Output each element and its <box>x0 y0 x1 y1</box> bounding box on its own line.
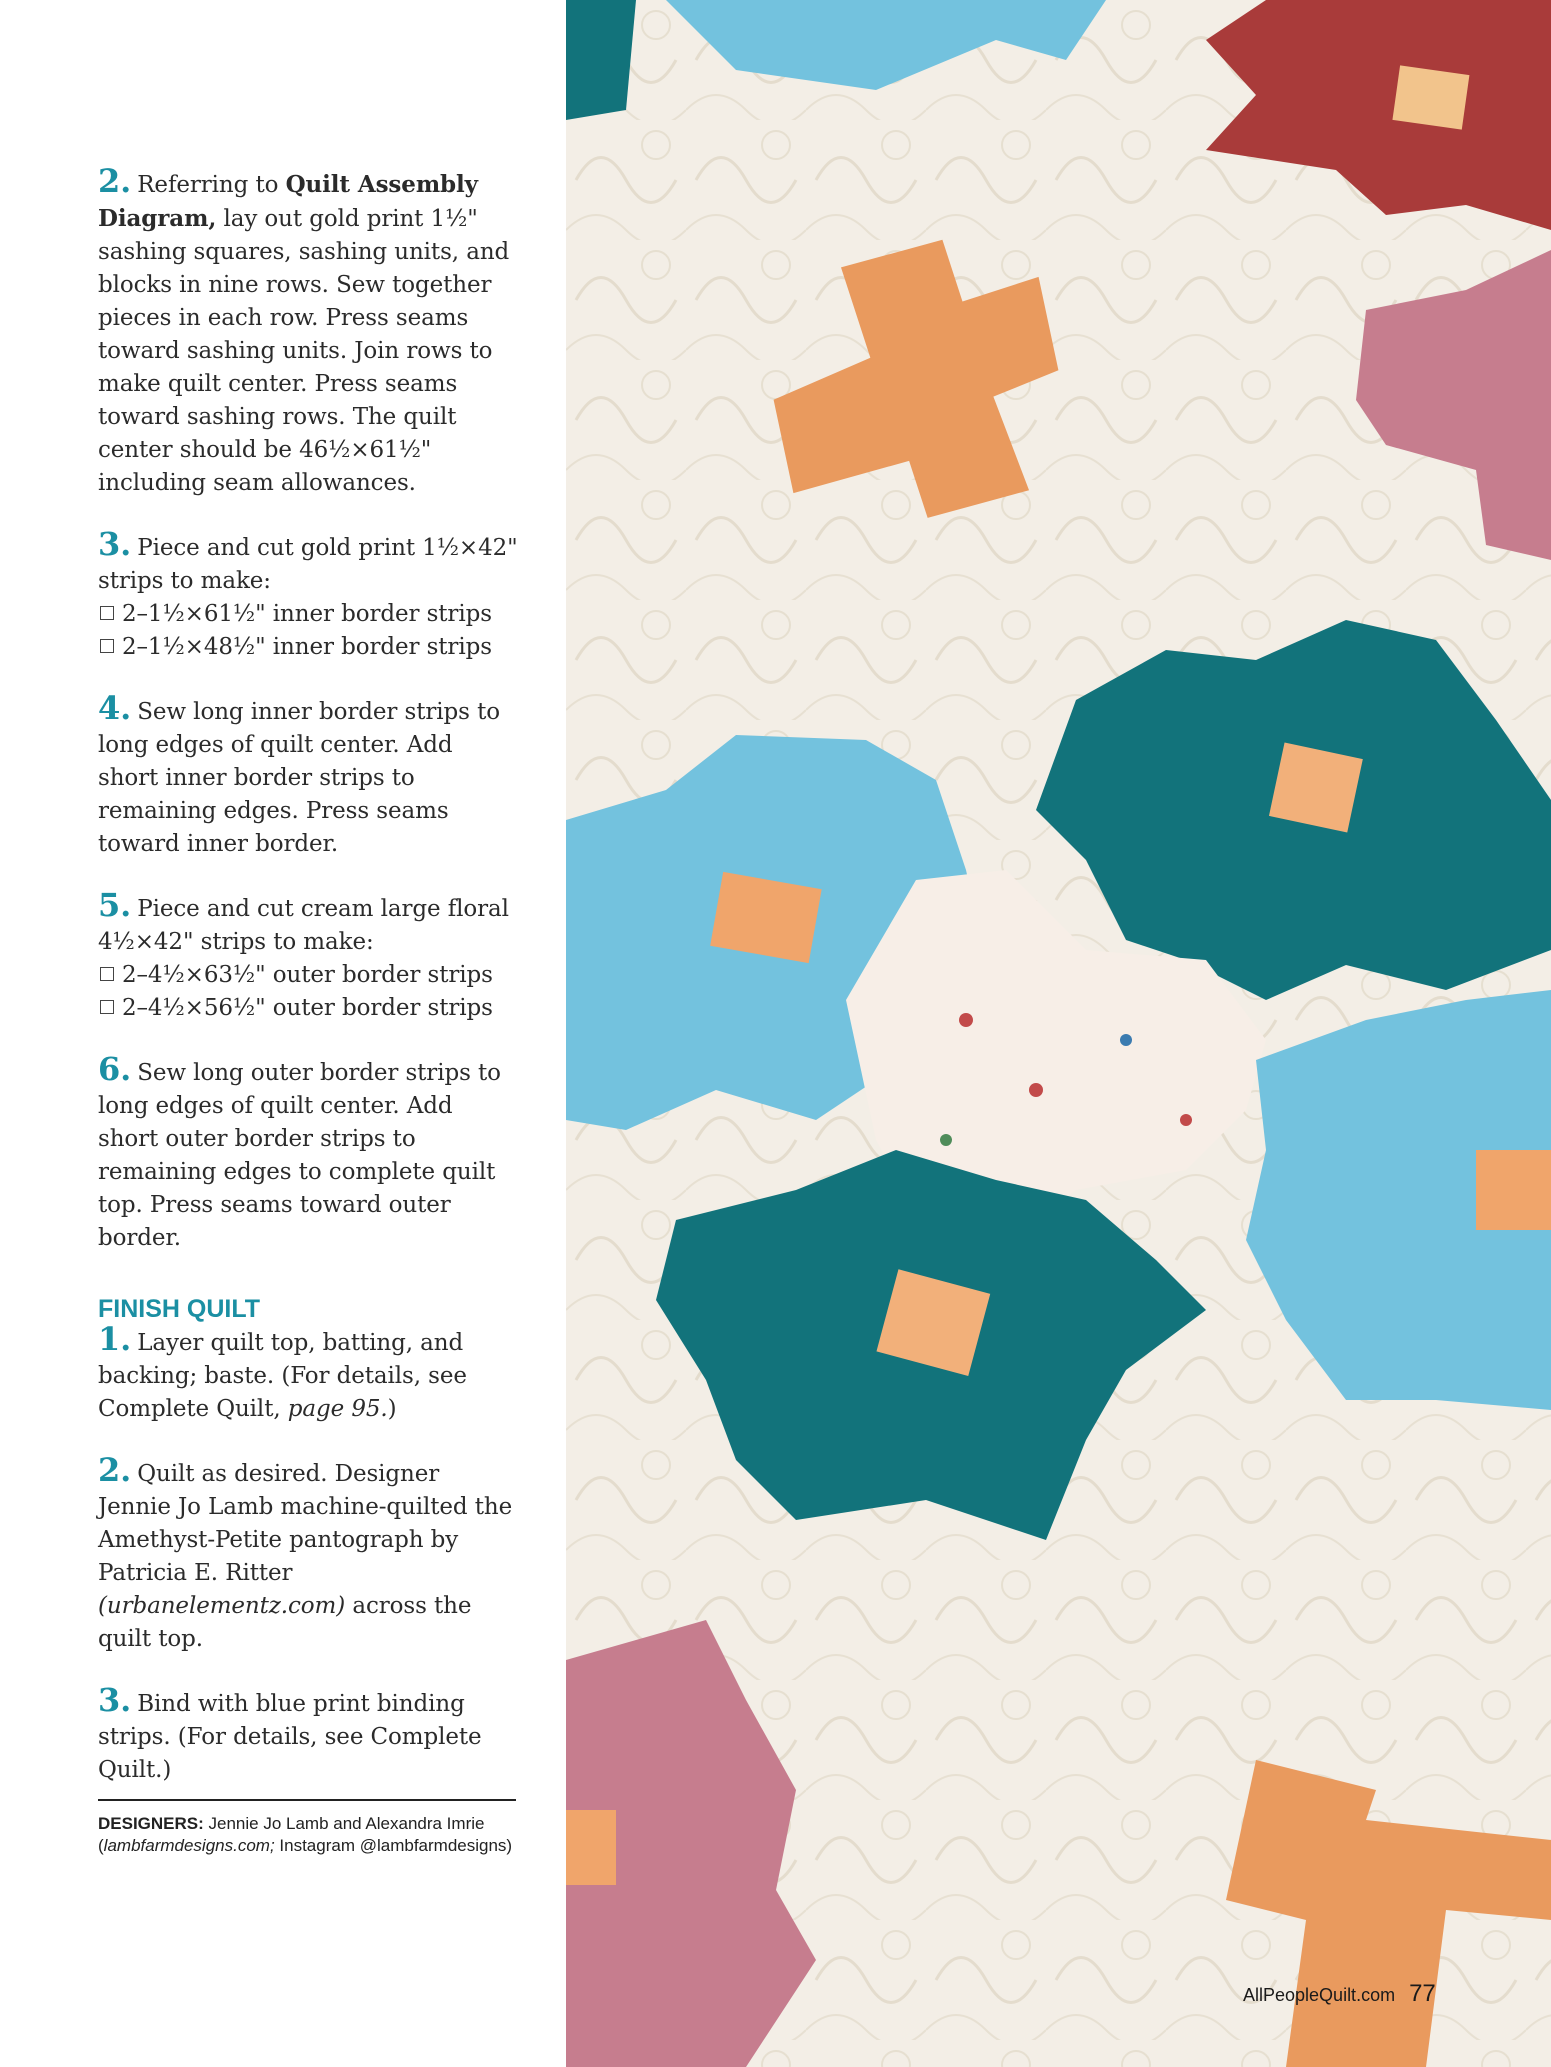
step-text-post: lay out gold print 1½" sashing squares, sashing units, and blocks in nine rows. Sew together pieces in each row. Press seams toward sashing units. Join rows to make quilt center. Press seams toward sashing rows. The quilt center should be 46½×61½" including seam allowances. <box>98 206 510 496</box>
pink-star-center <box>566 1810 616 1885</box>
finish-step-1 <box>98 1320 518 1426</box>
step-6-sew-outer <box>98 1050 518 1255</box>
step-text: Bind with blue print binding strips. (For details, see Complete Quilt.) <box>98 1691 482 1783</box>
step-number: 4. <box>98 689 132 727</box>
finish-step-2 <box>98 1451 518 1656</box>
checkbox-icon <box>100 639 114 653</box>
floral-dot <box>959 1013 973 1027</box>
page-footer <box>1243 1980 1436 2008</box>
step-text: Sew long inner border strips to long edges of quilt center. Add short inner border strips to remaining edges. Press seams toward inner border. <box>98 699 500 857</box>
finish-step-3 <box>98 1681 518 1787</box>
quilt-photo-illustration <box>566 0 1551 2067</box>
step-number: 3. <box>98 1681 132 1719</box>
page-number: 77 <box>1409 1980 1436 2007</box>
step-3-inner-strips <box>98 525 518 664</box>
list-item-text: 2–4½×56½" outer border strips <box>122 995 493 1021</box>
step-text-post: across the quilt top. <box>98 1593 472 1652</box>
step-text-pre: Quilt as desired. Designer Jennie Jo Lamb machine-quilted the Amethyst-Petite pantograph by Patricia E. Ritter <box>98 1461 513 1586</box>
step-number: 3. <box>98 525 132 563</box>
website-footer: AllPeopleQuilt.com <box>1243 1985 1396 2005</box>
page-reference: page 95. <box>287 1396 388 1422</box>
website-reference: (urbanelementz.com) <box>98 1593 346 1619</box>
step-text-pre: Layer quilt top, batting, and backing; baste. (For details, see Complete Quilt, <box>98 1330 467 1422</box>
designers-text: Jennie Jo Lamb and Alexandra Imrie ( <box>98 1814 485 1855</box>
step-number: 5. <box>98 886 132 924</box>
list-item-text: 2–1½×61½" inner border strips <box>122 601 492 627</box>
floral-dot <box>1120 1034 1132 1046</box>
checkbox-icon <box>100 967 114 981</box>
designers-label: DESIGNERS: <box>98 1814 204 1833</box>
instructions-column <box>98 162 518 1857</box>
list-item <box>98 992 518 1025</box>
floral-dot <box>940 1134 952 1146</box>
designers-credit <box>98 1799 516 1857</box>
designers-website: lambfarmdesigns.com; <box>103 1836 275 1855</box>
finish-quilt-heading: FINISH QUILT <box>98 1295 261 1323</box>
designers-instagram: Instagram @lambfarmdesigns) <box>274 1836 513 1855</box>
step-text: Piece and cut cream large floral 4½×42" strips to make: <box>98 896 509 955</box>
floral-dot <box>1180 1114 1192 1126</box>
step-number: 1. <box>98 1320 132 1358</box>
step-text-bold: Quilt Assembly Diagram, <box>98 171 478 232</box>
quilt-photo <box>566 0 1551 2067</box>
step-5-outer-strips <box>98 886 518 1025</box>
step-number: 6. <box>98 1050 132 1088</box>
step-2-assembly <box>98 162 518 500</box>
step-text: Piece and cut gold print 1½×42" strips to make: <box>98 535 518 594</box>
step-number: 2. <box>98 1451 132 1489</box>
checkbox-icon <box>100 606 114 620</box>
list-item-text: 2–1½×48½" inner border strips <box>122 634 492 660</box>
light-blue-star-right-center <box>1476 1150 1551 1230</box>
list-item <box>98 598 518 631</box>
red-star-center <box>1392 65 1469 129</box>
checkbox-icon <box>100 1000 114 1014</box>
step-text-pre: Referring to <box>137 172 286 198</box>
list-item-text: 2–4½×63½" outer border strips <box>122 962 493 988</box>
floral-dot <box>1029 1083 1043 1097</box>
list-item <box>98 959 518 992</box>
step-text: Sew long outer border strips to long edges of quilt center. Add short outer border strips to remaining edges to complete quilt top. Press seams toward outer border. <box>98 1060 501 1251</box>
step-number: 2. <box>98 162 132 200</box>
list-item <box>98 631 518 664</box>
step-4-sew-inner <box>98 689 518 861</box>
step-text-post: ) <box>387 1396 397 1422</box>
teal-star-top-left <box>566 0 636 120</box>
